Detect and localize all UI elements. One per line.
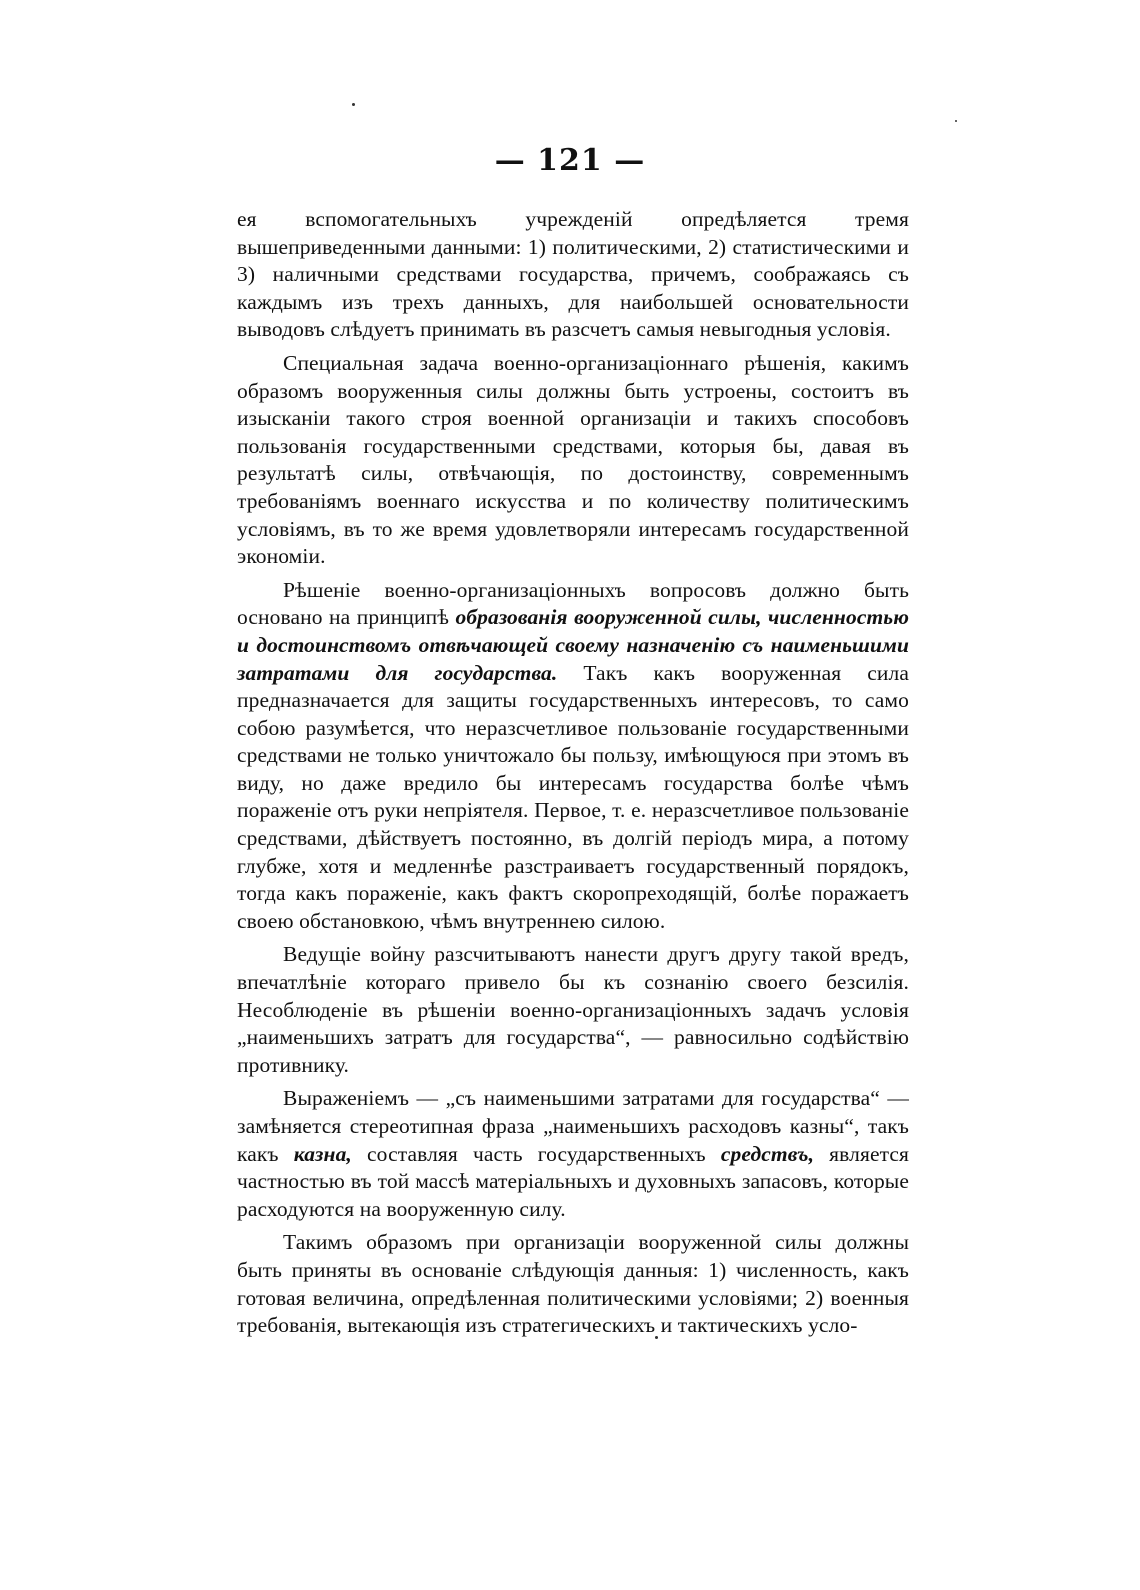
- emphasized-text: средствъ,: [720, 1141, 815, 1166]
- paragraph: [237, 941, 909, 1079]
- print-speck: [955, 120, 957, 122]
- text-segment: Такимъ образомъ при организаціи вооруженной силы должны быть приняты въ основаніе слѣдующія данныя: 1) численность, какъ готовая величина, опредѣленная политическими условіями; 2) военныя требованія, вытекающія изъ стратегическихъ и тактическихъ усло-: [237, 1230, 909, 1338]
- print-speck: [352, 103, 355, 106]
- text-segment: составляя часть государственныхъ: [351, 1141, 721, 1166]
- text-segment: Рѣшеніе военно-организаціонныхъ вопросовъ должно быть основано на принципѣ: [237, 577, 909, 630]
- paragraph: [237, 350, 909, 571]
- page-number: — 121 —: [494, 143, 646, 178]
- paragraph: [237, 1229, 909, 1339]
- text-segment: ея вспомогательныхъ учрежденій опредѣляется тремя вышеприведенными данными: 1) политическими, 2) статистическими и 3) наличными средствами государства, причемъ, соображаясь съ каждымъ изъ трехъ данныхъ, для наибольшей основательности выводовъ слѣдуетъ принимать въ разсчетъ самыя невыгодныя условія.: [237, 207, 909, 342]
- text-segment: является частностью въ той массѣ матеріальныхъ и духовныхъ запасовъ, которые расходуются на вооруженную силу.: [237, 1141, 909, 1221]
- paragraph: [237, 577, 909, 936]
- emphasized-text: казна,: [293, 1141, 352, 1166]
- text-segment: Ведущіе войну разсчитываютъ нанести другъ другу такой вредъ, впечатлѣніе котораго привело бы къ сознанію своего безсилія. Несоблюденіе въ рѣшеніи военно-организаціонныхъ задачъ условія „наименьшихъ затратъ для государства“, — равносильно содѣйствію противнику.: [237, 942, 909, 1077]
- body-text: [237, 206, 909, 1346]
- paragraph: [237, 206, 909, 344]
- emphasized-text: образованія вооруженной силы, численностью и достоинствомъ отвѣчающей своему назначенію съ наименьшими затратами для государства.: [237, 605, 910, 685]
- text-segment: Специальная задача военно-организаціоннаго рѣшенія, какимъ образомъ вооруженныя силы должны быть устроены, состоитъ въ изысканіи такого строя военной организаціи и такихъ способовъ пользованія государственными средствами, которыя бы, давая въ результатѣ силы, отвѣчающія, по достоинству, современнымъ требованіямъ военнаго искусства и по количеству политическимъ условіямъ, въ то же время удовлетворяли интересамъ государственной экономіи.: [237, 350, 909, 569]
- text-segment: Такъ какъ вооруженная сила предназначается для защиты государственныхъ интересовъ, то само собою разумѣется, что неразсчетливое пользованіе государственными средствами не только уничтожало бы пользу, имѣющуюся при этомъ въ виду, но даже вредило бы интересамъ государства болѣе чѣмъ пораженіе отъ руки непріятеля. Первое, т. е. неразсчетливое пользованіе средствами, дѣйствуетъ постоянно, въ долгій періодъ мира, а потому глубже, хотя и медленнѣе разстраиваетъ государственный порядокъ, тогда какъ пораженіе, какъ фактъ скоропреходящій, болѣе поражаетъ своею обстановкою, чѣмъ внутреннею силою.: [237, 660, 909, 933]
- paragraph: [237, 1085, 909, 1223]
- text-segment: Выраженіемъ — „съ наименьшими затратами для государства“ — замѣняется стереотипная фраза „наименьшихъ расходовъ казны“, такъ какъ: [237, 1086, 909, 1166]
